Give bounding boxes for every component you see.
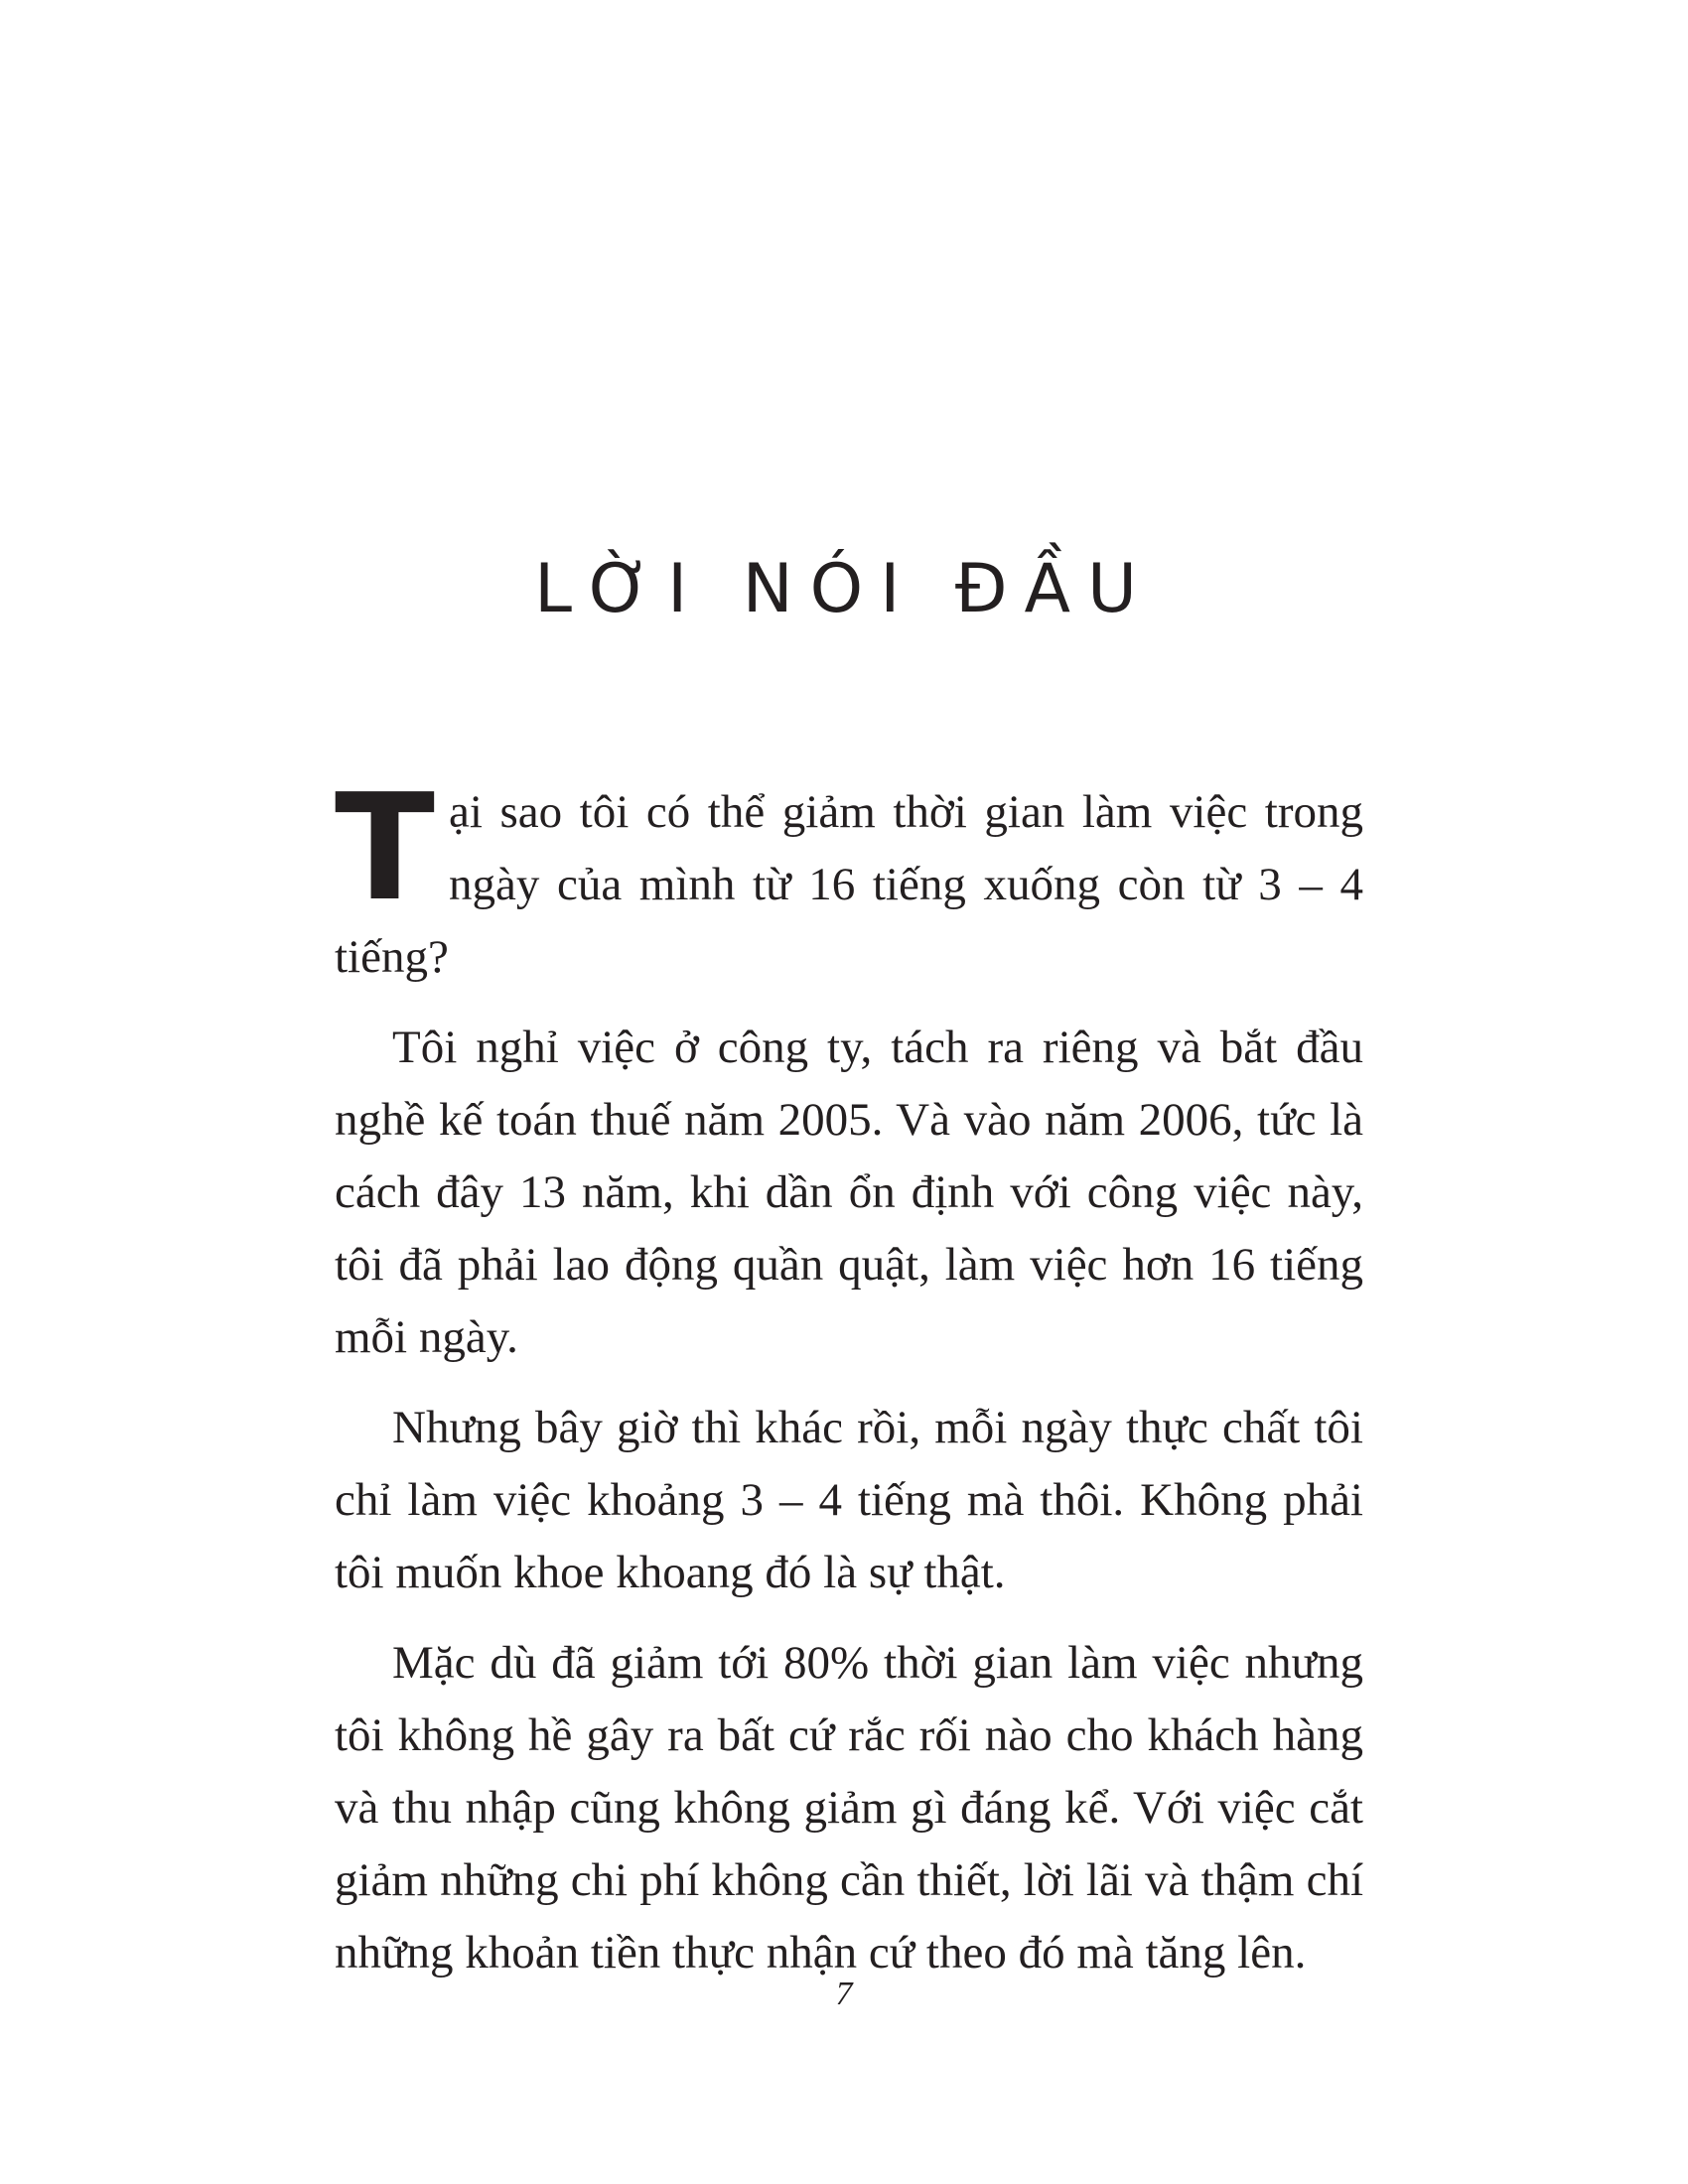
paragraph-1-text: ại sao tôi có thể giảm thời gian làm việc trong ngày của mình từ 16 tiếng xuống còn từ 3 – 4 tiếng? <box>335 786 1363 983</box>
paragraph-4: Mặc dù đã giảm tới 80% thời gian làm việc nhưng tôi không hề gây ra bất cứ rắc rối nào cho khách hàng và thu nhập cũng không giảm gì đáng kể. Với việc cắt giảm những chi phí không cần thiết, lời lãi và thậm chí những khoản tiền thực nhận cứ theo đó mà tăng lên. <box>335 1637 1363 1979</box>
paragraph-2: Tôi nghỉ việc ở công ty, tách ra riêng và bắt đầu nghề kế toán thuế năm 2005. Và vào năm 2006, tức là cách đây 13 năm, khi dần ổn định với công việc này, tôi đã phải lao động quần quật, làm việc hơn 16 tiếng mỗi ngày. <box>335 1022 1363 1363</box>
body-text <box>335 762 1363 1989</box>
paragraph-1 <box>335 762 1363 994</box>
drop-cap-letter: T <box>335 762 435 933</box>
chapter-title: LỜI NÓI ĐẦU <box>534 550 1154 628</box>
paragraph-3: Nhưng bây giờ thì khác rồi, mỗi ngày thực chất tôi chỉ làm việc khoảng 3 – 4 tiếng mà thôi. Không phải tôi muốn khoe khoang đó là sự thật. <box>335 1402 1363 1598</box>
page-number: 7 <box>835 1976 853 2012</box>
